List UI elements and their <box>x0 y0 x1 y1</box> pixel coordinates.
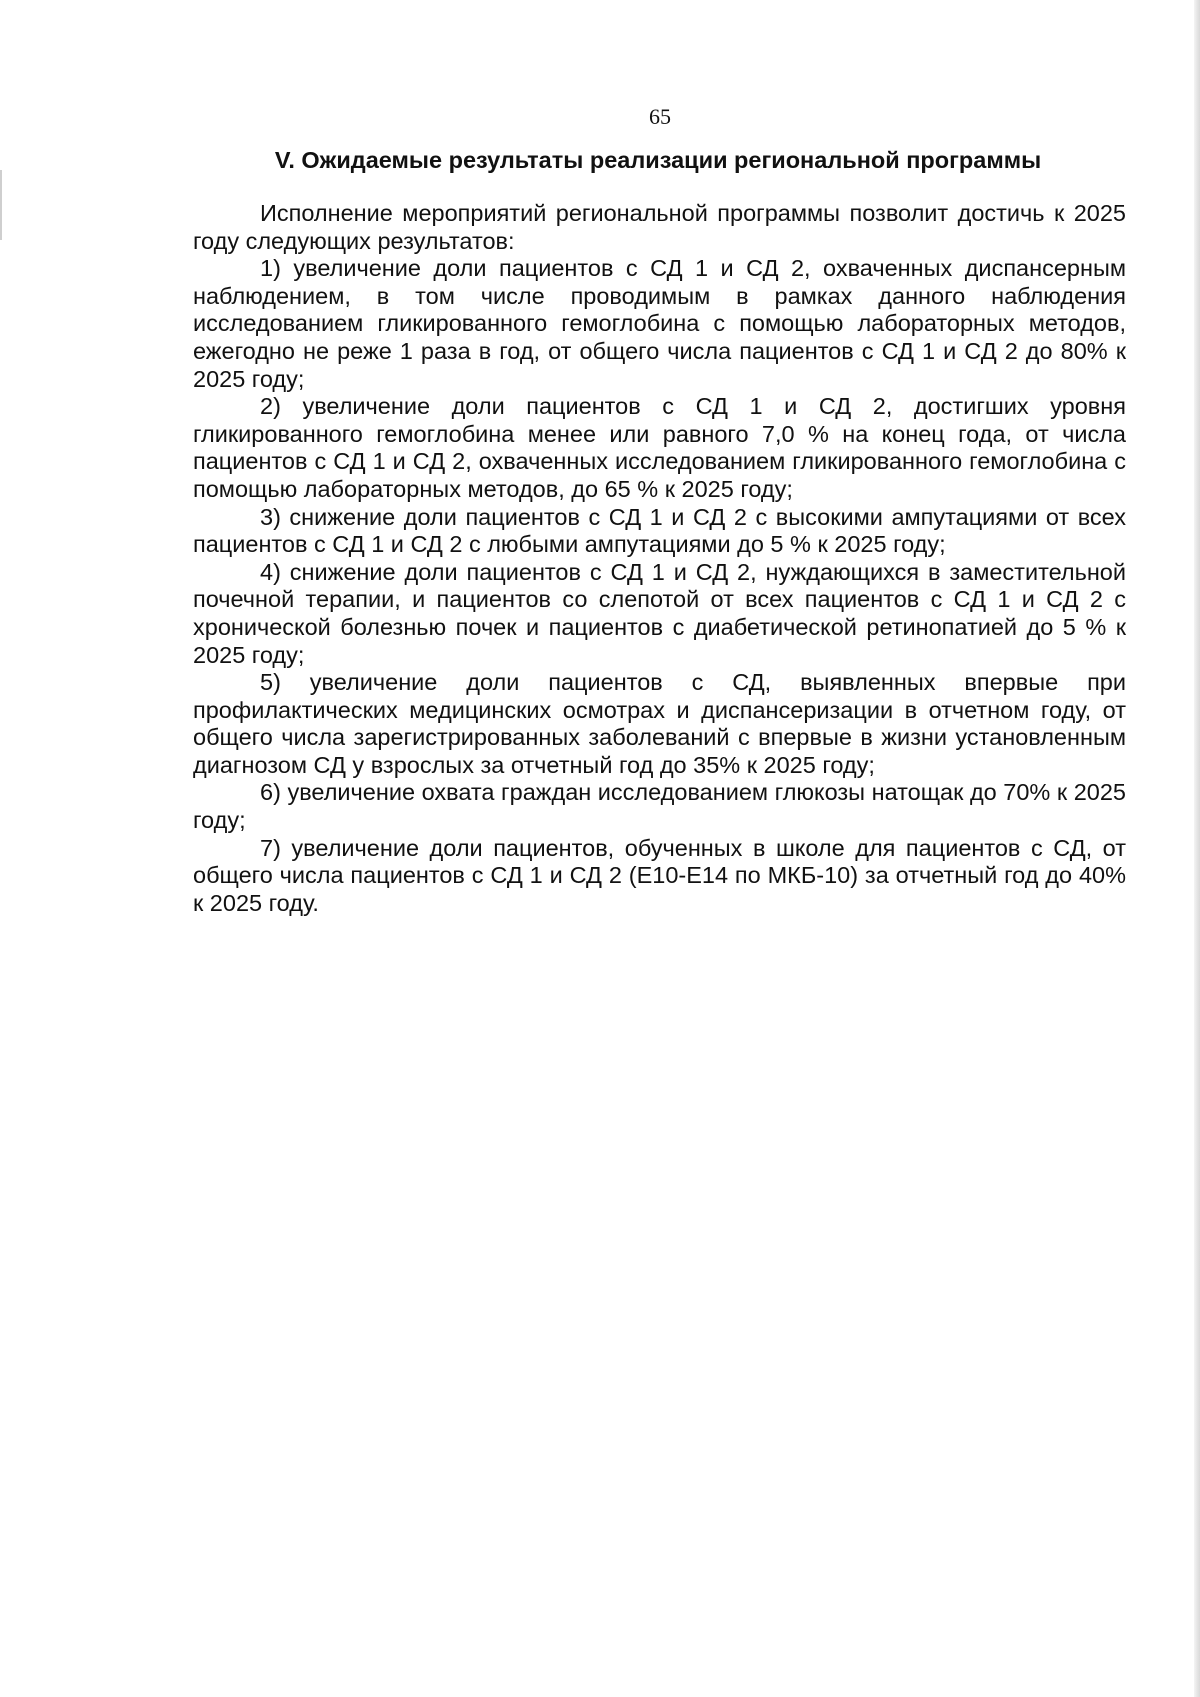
section-heading: V. Ожидаемые результаты реализации региональной программы <box>274 147 1042 173</box>
scan-edge-left <box>0 170 2 240</box>
scan-edge-right <box>1194 0 1200 1697</box>
result-item-2: 2) увеличение доли пациентов с СД 1 и СД 2, достигших уровня гликированного гемоглобина менее или равного 7,0 % на конец года, от числа пациентов с СД 1 и СД 2, охваченных исследованием гликированного гемоглобина с помощью лабораторных методов, до 65 % к 2025 году; <box>193 393 1126 502</box>
section-body <box>193 200 1126 917</box>
result-item-3: 3) снижение доли пациентов с СД 1 и СД 2 с высокими ампутациями от всех пациентов с СД 1 и СД 2 с любыми ампутациями до 5 % к 2025 году; <box>193 503 1126 558</box>
result-item-5: 5) увеличение доли пациентов с СД, выявленных впервые при профилактических медицинских осмотрах и диспансеризации в отчетном году, от общего числа зарегистрированных заболеваний с впервые в жизни установленным диагнозом СД у взрослых за отчетный год до 35% к 2025 году; <box>193 669 1126 778</box>
result-item-4: 4) снижение доли пациентов с СД 1 и СД 2, нуждающихся в заместительной почечной терапии, и пациентов со слепотой от всех пациентов с СД 1 и СД 2 с хронической болезнью почек и пациентов с диабетической ретинопатией до 5 % к 2025 году; <box>193 558 1126 668</box>
result-item-7: 7) увеличение доли пациентов, обученных в школе для пациентов с СД, от общего числа пациентов с СД 1 и СД 2 (Е10-Е14 по МКБ-10) за отчетный год до 40% к 2025 году. <box>193 834 1126 916</box>
result-item-1: 1) увеличение доли пациентов с СД 1 и СД 2, охваченных диспансерным наблюдением, в том числе проводимым в рамках данного наблюдения исследованием гликированного гемоглобина с помощью лабораторных методов, ежегодно не реже 1 раза в год, от общего числа пациентов с СД 1 и СД 2 до 80% к 2025 году; <box>193 255 1126 392</box>
page-number: 65 <box>649 104 671 129</box>
intro-paragraph: Исполнение мероприятий региональной программы позволит достичь к 2025 году следующих результатов: <box>193 200 1126 254</box>
result-item-6: 6) увеличение охвата граждан исследованием глюкозы натощак до 70% к 2025 году; <box>193 779 1126 834</box>
